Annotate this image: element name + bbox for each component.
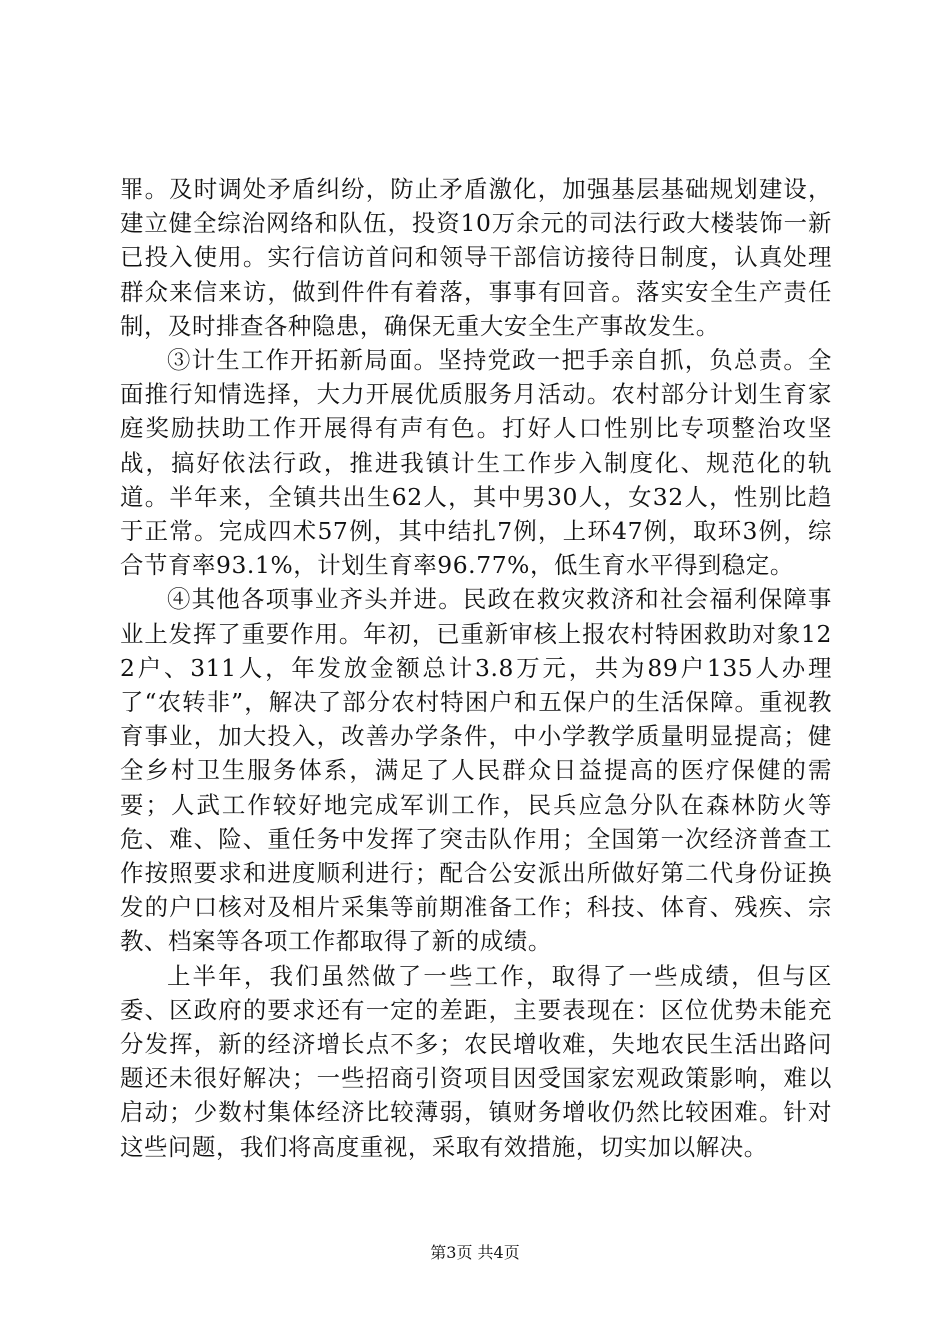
paragraph-other-undertakings: ④其他各项事业齐头并进。民政在救灾救济和社会福利保障事业上发挥了重要作用。年初，已重新审核上报农村特困救助对象122户、311人，年发放金额总计3.8万元，共为89户135人办理了“农转非”，解决了部分农村特困户和五保户的生活保障。重视教育事业，加大投入，改善办学条件，中小学教学质量明显提高；健全乡村卫生服务体系，满足了人民群众日益提高的医疗保健的需要；人武工作较好地完成军训工作，民兵应急分队在森林防火等危、难、险、重任务中发挥了突击队作用；全国第一次经济普查工作按照要求和进度顺利进行；配合公安派出所做好第二代身份证换发的户口核对及相片采集等前期准备工作；科技、体育、残疾、宗教、档案等各项工作都取得了新的成绩。	[120, 585, 832, 956]
document-body	[120, 172, 832, 1164]
paragraph-family-planning: ③计生工作开拓新局面。坚持党政一把手亲自抓，负总责。全面推行知情选择，大力开展优质服务月活动。农村部分计划生育家庭奖励扶助工作开展得有声有色。打好人口性别比专项整治攻坚战，搞好依法行政，推进我镇计生工作步入制度化、规范化的轨道。半年来，全镇共出生62人，其中男30人，女32人，性别比趋于正常。完成四术57例，其中结扎7例，上环47例，取环3例，综合节育率93.1%，计划生育率96.77%，低生育水平得到稳定。	[120, 346, 832, 580]
page-footer	[0, 1243, 950, 1263]
page-number-label: 第3页 共4页	[430, 1243, 520, 1262]
paragraph-continuation: 罪。及时调处矛盾纠纷，防止矛盾激化，加强基层基础规划建设，建立健全综治网络和队伍，投资10万余元的司法行政大楼装饰一新已投入使用。实行信访首问和领导干部信访接待日制度，认真处理群众来信来访，做到件件有着落，事事有回音。落实安全生产责任制，及时排查各种隐患，确保无重大安全生产事故发生。	[120, 175, 832, 340]
paragraph-shortcomings: 上半年，我们虽然做了一些工作，取得了一些成绩，但与区委、区政府的要求还有一定的差距，主要表现在：区位优势未能充分发挥，新的经济增长点不多；农民增收难，失地农民生活出路问题还未很好解决；一些招商引资项目因受国家宏观政策影响，难以启动；少数村集体经济比较薄弱，镇财务增收仍然比较困难。针对这些问题，我们将高度重视，采取有效措施，切实加以解决。	[120, 961, 832, 1161]
